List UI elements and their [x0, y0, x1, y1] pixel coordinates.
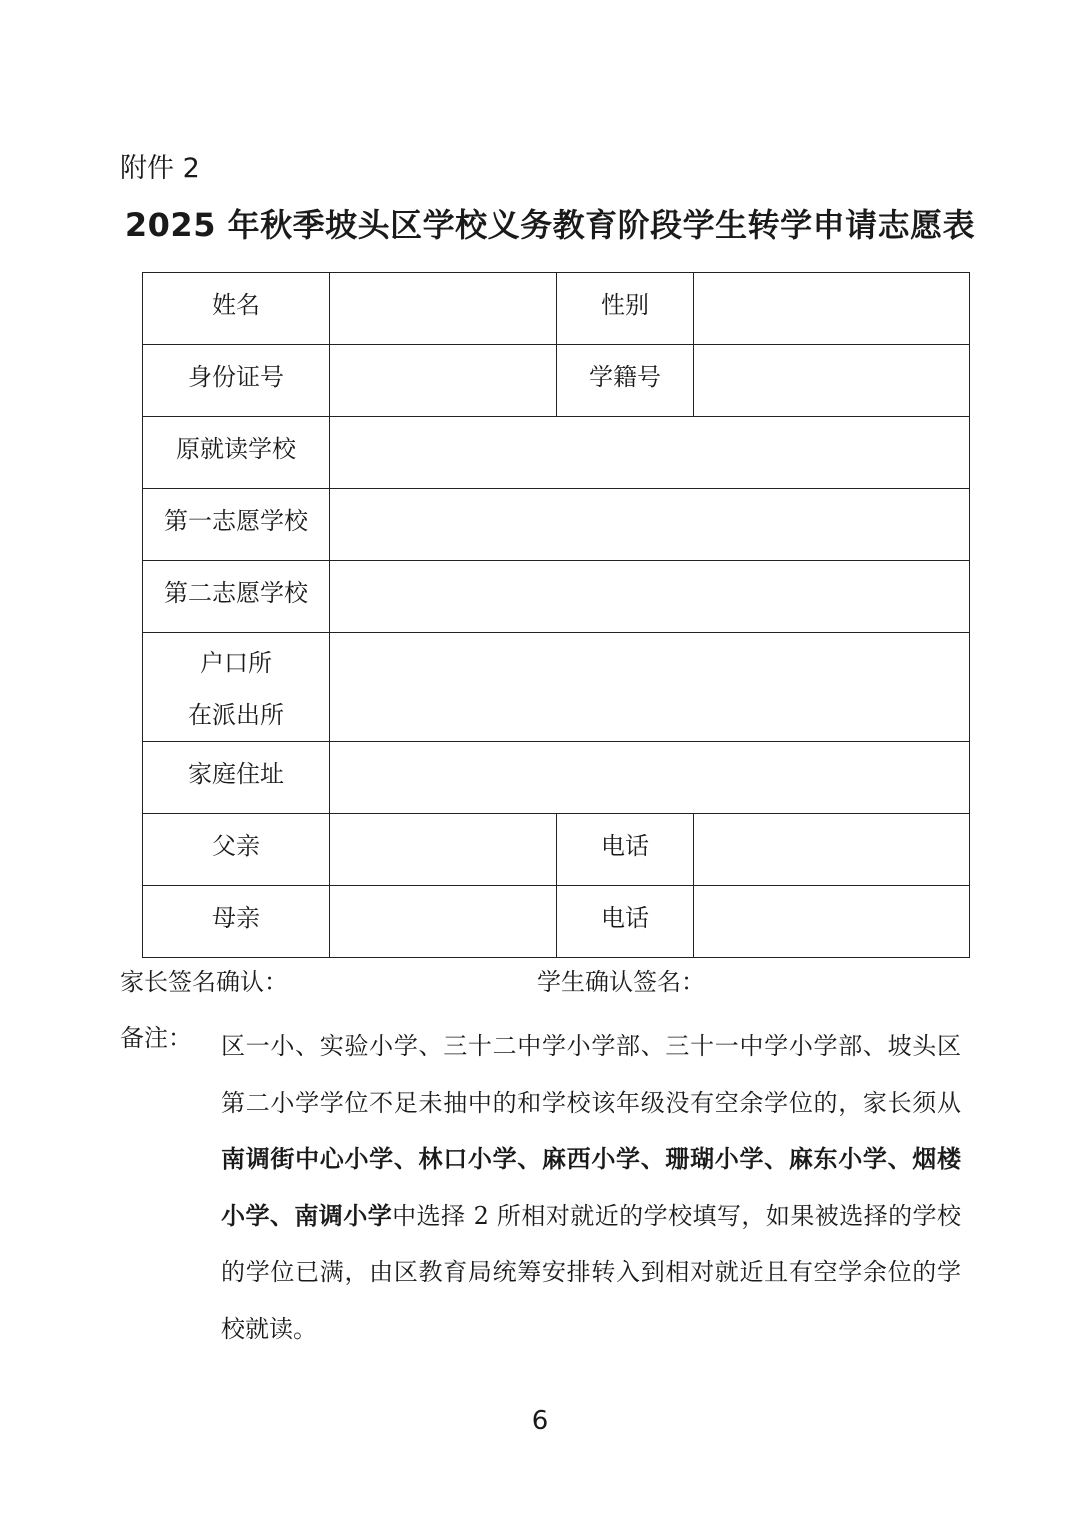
student-number-field[interactable]	[694, 345, 970, 417]
table-row	[143, 273, 970, 345]
original-school-field[interactable]	[330, 417, 970, 489]
parent-signature-label: 家长签名确认：	[120, 968, 288, 996]
page-number: 6	[531, 1406, 549, 1436]
note-text-part2: 中选择 2 所相对就近的学校填写，如果被选择的学校的学位已满，由区教育局统筹安排转入到相对就近且有空学余位的学校就读。	[221, 1201, 962, 1343]
gender-label: 性别	[557, 273, 694, 345]
address-label: 家庭住址	[143, 742, 330, 814]
mother-field[interactable]	[330, 886, 557, 958]
table-row	[143, 489, 970, 561]
table-row	[143, 886, 970, 958]
second-choice-field[interactable]	[330, 561, 970, 633]
gender-field[interactable]	[694, 273, 970, 345]
page-title: 2025 年秋季坡头区学校义务教育阶段学生转学申请志愿表	[124, 206, 976, 244]
first-choice-field[interactable]	[330, 489, 970, 561]
note-text	[221, 1018, 961, 1357]
note-label: 备注：	[120, 1024, 192, 1052]
first-choice-label: 第一志愿学校	[143, 489, 330, 561]
table-row	[143, 633, 970, 742]
table-row	[143, 417, 970, 489]
police-station-field[interactable]	[330, 633, 970, 742]
mother-phone-field[interactable]	[694, 886, 970, 958]
attachment-label: 附件 2	[120, 153, 200, 184]
student-signature-label: 学生确认签名：	[537, 968, 705, 996]
address-field[interactable]	[330, 742, 970, 814]
id-number-field[interactable]	[330, 345, 557, 417]
police-station-label-line1: 户口所	[200, 649, 272, 677]
mother-phone-label: 电话	[557, 886, 694, 958]
police-station-label-line2: 在派出所	[188, 701, 284, 729]
table-row	[143, 561, 970, 633]
table-row	[143, 345, 970, 417]
father-field[interactable]	[330, 814, 557, 886]
table-row	[143, 742, 970, 814]
table-row	[143, 814, 970, 886]
name-label: 姓名	[143, 273, 330, 345]
original-school-label: 原就读学校	[143, 417, 330, 489]
father-label: 父亲	[143, 814, 330, 886]
note-school-list: 南调街中心小学、林口小学、麻西小学、珊瑚小学、麻东小学、烟楼小学、南调小学	[221, 1145, 961, 1230]
second-choice-label: 第二志愿学校	[143, 561, 330, 633]
mother-label: 母亲	[143, 886, 330, 958]
father-phone-label: 电话	[557, 814, 694, 886]
note-text-part1: 区一小、实验小学、三十二中学小学部、三十一中学小学部、坡头区第二小学学位不足未抽中的和学校该年级没有空余学位的，家长须从	[221, 1032, 961, 1117]
father-phone-field[interactable]	[694, 814, 970, 886]
id-number-label: 身份证号	[143, 345, 330, 417]
student-number-label: 学籍号	[557, 345, 694, 417]
police-station-label	[143, 633, 330, 742]
name-field[interactable]	[330, 273, 557, 345]
application-form-table	[142, 272, 970, 958]
